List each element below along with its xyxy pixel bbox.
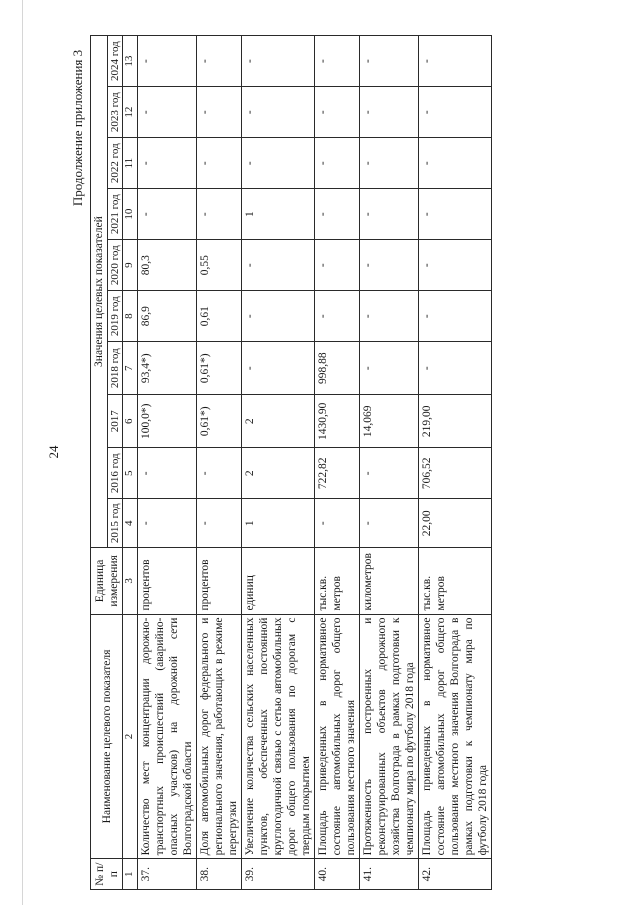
- value-cell: -: [241, 87, 314, 138]
- value-cell: -: [137, 36, 196, 87]
- value-cell: 0,55: [196, 240, 241, 291]
- page-number: 24: [46, 445, 61, 459]
- value-cell: -: [241, 36, 314, 87]
- column-numbers-row: [123, 36, 137, 890]
- value-cell: -: [314, 189, 359, 240]
- header-year: 2020 год: [108, 240, 123, 291]
- value-cell: -: [418, 36, 491, 87]
- value-cell: -: [359, 499, 418, 548]
- column-number: 6: [123, 395, 137, 448]
- value-cell: -: [359, 448, 418, 499]
- value-cell: 80,3: [137, 240, 196, 291]
- scan-edge-line: [22, 0, 23, 905]
- unit-cell: единиц: [241, 548, 314, 614]
- table-row: [314, 36, 359, 890]
- continuation-note: Продолжение приложения 3: [70, 49, 85, 207]
- value-cell: 1: [241, 189, 314, 240]
- value-cell: 14,069: [359, 395, 418, 448]
- header-name: Наименование целевого показателя: [91, 614, 123, 859]
- value-cell: -: [359, 138, 418, 189]
- value-cell: -: [196, 189, 241, 240]
- value-cell: 1430,90: [314, 395, 359, 448]
- column-number: 10: [123, 189, 137, 240]
- value-cell: 2: [241, 448, 314, 499]
- value-cell: -: [314, 87, 359, 138]
- value-cell: -: [196, 87, 241, 138]
- header-year: 2015 год: [108, 499, 123, 548]
- column-number: 3: [123, 548, 137, 614]
- value-cell: -: [418, 87, 491, 138]
- rotated-table-container: [90, 35, 595, 890]
- table-header: [91, 36, 123, 890]
- unit-cell: процентов: [137, 548, 196, 614]
- row-number: 37.: [137, 859, 196, 890]
- value-cell: -: [137, 499, 196, 548]
- value-cell: -: [196, 448, 241, 499]
- header-unit: Единица измерения: [91, 548, 123, 614]
- header-num: № п/п: [91, 859, 123, 890]
- value-cell: -: [314, 36, 359, 87]
- value-cell: 1: [241, 499, 314, 548]
- table-row: [418, 36, 491, 890]
- value-cell: -: [418, 342, 491, 395]
- value-cell: -: [137, 189, 196, 240]
- column-number: 1: [123, 859, 137, 890]
- value-cell: -: [418, 240, 491, 291]
- row-number: 38.: [196, 859, 241, 890]
- header-year: 2016 год: [108, 448, 123, 499]
- value-cell: -: [241, 342, 314, 395]
- value-cell: -: [137, 87, 196, 138]
- unit-cell: тыс.кв. метров: [314, 548, 359, 614]
- value-cell: -: [137, 138, 196, 189]
- value-cell: -: [314, 240, 359, 291]
- value-cell: -: [359, 189, 418, 240]
- value-cell: -: [196, 138, 241, 189]
- value-cell: 219,00: [418, 395, 491, 448]
- value-cell: 0,61*): [196, 342, 241, 395]
- value-cell: -: [137, 448, 196, 499]
- value-cell: -: [359, 87, 418, 138]
- unit-cell: километров: [359, 548, 418, 614]
- value-cell: 0,61: [196, 291, 241, 342]
- header-year: 2021 год: [108, 189, 123, 240]
- value-cell: -: [314, 138, 359, 189]
- column-number: 8: [123, 291, 137, 342]
- table-row: [196, 36, 241, 890]
- value-cell: -: [241, 291, 314, 342]
- value-cell: 100,0*): [137, 395, 196, 448]
- value-cell: 22,00: [418, 499, 491, 548]
- value-cell: -: [418, 138, 491, 189]
- value-cell: -: [196, 36, 241, 87]
- indicator-name: Доля автомобильных дорог федерального и регионального значения, работающих в режиме перегрузки: [196, 614, 241, 859]
- value-cell: -: [241, 240, 314, 291]
- targets-table: [90, 35, 492, 890]
- unit-cell: процентов: [196, 548, 241, 614]
- column-number: 7: [123, 342, 137, 395]
- column-number: 2: [123, 614, 137, 859]
- header-year: 2017: [108, 395, 123, 448]
- column-number: 5: [123, 448, 137, 499]
- value-cell: -: [418, 291, 491, 342]
- value-cell: 998,88: [314, 342, 359, 395]
- value-cell: -: [359, 342, 418, 395]
- value-cell: -: [418, 189, 491, 240]
- indicator-name: Площадь приведенных в нормативное состояние автомобильных дорог общего пользования местного значения: [314, 614, 359, 859]
- value-cell: -: [359, 36, 418, 87]
- value-cell: 722,82: [314, 448, 359, 499]
- column-number: 13: [123, 36, 137, 87]
- indicator-name: Увеличение количества сельских населенных пунктов, обеспеченных постоянной круглогодичной связью с сетью автомобильных дорог общего пользования по дорогам с твердым покрытием: [241, 614, 314, 859]
- header-year: 2019 год: [108, 291, 123, 342]
- value-cell: 2: [241, 395, 314, 448]
- value-cell: -: [241, 138, 314, 189]
- indicator-name: Площадь приведенных в нормативное состояние автомобильных дорог общего пользования местного значения Волгограда в рамках подготовки к чемпионату мира по футболу 2018 года: [418, 614, 491, 859]
- header-year: 2018 год: [108, 342, 123, 395]
- value-cell: 0,61*): [196, 395, 241, 448]
- column-number: 9: [123, 240, 137, 291]
- row-number: 40.: [314, 859, 359, 890]
- value-cell: -: [359, 240, 418, 291]
- column-number: 12: [123, 87, 137, 138]
- header-year: 2023 год: [108, 87, 123, 138]
- table-row: [359, 36, 418, 890]
- header-year: 2022 год: [108, 138, 123, 189]
- table-row: [137, 36, 196, 890]
- value-cell: -: [196, 499, 241, 548]
- table-body: [123, 36, 492, 890]
- row-number: 42.: [418, 859, 491, 890]
- row-number: 39.: [241, 859, 314, 890]
- value-cell: 86,9: [137, 291, 196, 342]
- row-number: 41.: [359, 859, 418, 890]
- column-number: 11: [123, 138, 137, 189]
- value-cell: 706,52: [418, 448, 491, 499]
- indicator-name: Количество мест концентрации дорожно-транспортных происшествий (аварийно-опасных участков) на дорожной сети Волгоградской области: [137, 614, 196, 859]
- column-number: 4: [123, 499, 137, 548]
- table-row: [241, 36, 314, 890]
- unit-cell: тыс.кв. метров: [418, 548, 491, 614]
- indicator-name: Протяженность построенных и реконструированных объектов дорожного хозяйства Волгограда в рамках подготовки к чемпионату мира по футболу 2018 года: [359, 614, 418, 859]
- value-cell: 93,4*): [137, 342, 196, 395]
- header-values-group: Значения целевых показателей: [91, 36, 108, 548]
- value-cell: -: [359, 291, 418, 342]
- header-year: 2024 год: [108, 36, 123, 87]
- value-cell: -: [314, 291, 359, 342]
- value-cell: -: [314, 499, 359, 548]
